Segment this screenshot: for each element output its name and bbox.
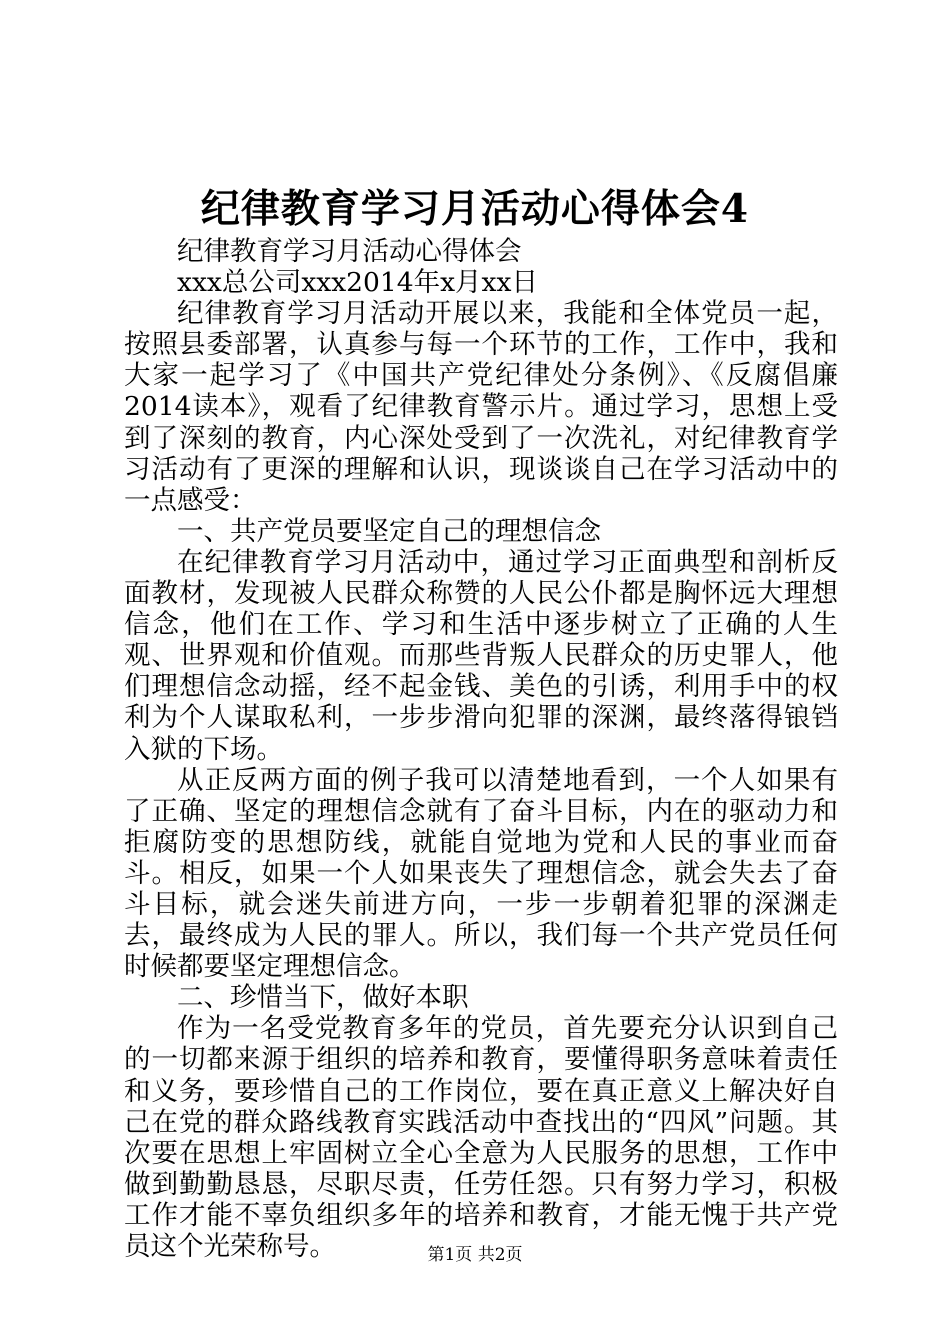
body-paragraph: 作为一名受党教育多年的党员，首先要充分认识到自己的一切都来源于组织的培养和教育，要懂得职务意味着责任和义务，要珍惜自己的工作岗位，要在真正意义上解决好自己在党的群众路线教育实践活动中查找出的“四风”问题。其次要在思想上牢固树立全心全意为人民服务的思想，工作中做到勤勤恳恳，尽职尽责，任劳任怨。只有努力学习，积极工作才能不辜负组织多年的培养和教育，才能无愧于共产党员这个光荣称号。 bbox=[124, 1013, 838, 1262]
section-heading: 一、共产党员要坚定自己的理想信念 bbox=[177, 515, 601, 547]
body-paragraph: 从正反两方面的例子我可以清楚地看到，一个人如果有了正确、坚定的理想信念就有了奋斗目标，内在的驱动力和拒腐防变的思想防线，就能自觉地为党和人民的事业而奋斗。相反，如果一个人如果丧失了理想信念，就会失去了奋斗目标，就会迷失前进方向，一步一步朝着犯罪的深渊走去，最终成为人民的罪人。所以，我们每一个共产党员任何时候都要坚定理想信念。 bbox=[124, 764, 838, 983]
section-heading: 二、珍惜当下，做好本职 bbox=[177, 982, 469, 1014]
page-number-footer: 第1页 共2页 bbox=[427, 1245, 523, 1265]
document-title: 纪律教育学习月活动心得体会4 bbox=[200, 186, 750, 232]
body-paragraph: 在纪律教育学习月活动中，通过学习正面典型和剖析反面教材，发现被人民群众称赞的人民公仆都是胸怀远大理想信念，他们在工作、学习和生活中逐步树立了正确的人生观、世界观和价值观。而那些背叛人民群众的历史罪人，他们理想信念动摇，经不起金钱、美色的引诱，利用手中的权利为个人谋取私利，一步步滑向犯罪的深渊，最终落得锒铛入狱的下场。 bbox=[124, 546, 838, 765]
subtitle: 纪律教育学习月活动心得体会 bbox=[177, 236, 522, 267]
body-paragraph: 纪律教育学习月活动开展以来，我能和全体党员一起，按照县委部署，认真参与每一个环节的工作，工作中，我和大家一起学习了《中国共产党纪律处分条例》、《反腐倡廉2014读本》，观看了纪律教育警示片。通过学习，思想上受到了深刻的教育，内心深处受到了一次洗礼，对纪律教育学习活动有了更深的理解和认识，现谈谈自己在学习活动中的一点感受： bbox=[124, 298, 838, 516]
document-body bbox=[124, 236, 838, 1262]
author-date-line: xxx总公司xxx2014年x月xx日 bbox=[177, 267, 538, 299]
